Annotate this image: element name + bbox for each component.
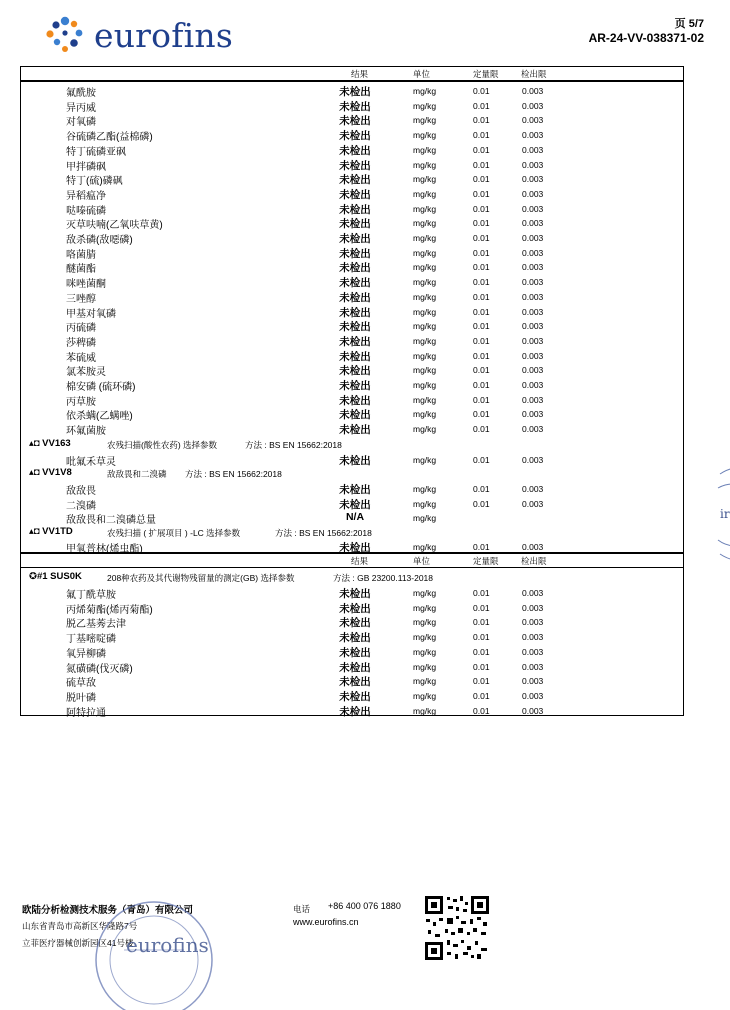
result-value: 未检出 xyxy=(339,218,371,231)
analyte-name: 丙草胺 xyxy=(66,396,96,408)
result-value: 未检出 xyxy=(339,542,371,554)
analyte-name: 棉安磷 (硫环磷) xyxy=(66,382,136,393)
analyte-name: 依杀螨(乙螨唑) xyxy=(66,411,133,423)
analyte-name: 敌敌畏 xyxy=(66,486,96,497)
lod-value: 0.003 xyxy=(522,676,544,687)
result-value: 未检出 xyxy=(339,588,371,600)
svg-text:eurofins: eurofins xyxy=(126,933,209,957)
eurofins-dots-icon xyxy=(44,14,90,54)
unit-value: mg/kg xyxy=(413,617,437,628)
result-value: 未检出 xyxy=(339,233,371,245)
column-result: 结果 xyxy=(351,556,369,566)
unit-value: mg/kg xyxy=(413,602,437,613)
loq-value: 0.01 xyxy=(473,350,490,361)
column-loq: 定量限 xyxy=(473,556,499,566)
loq-value: 0.01 xyxy=(473,542,490,552)
unit-value: mg/kg xyxy=(413,350,437,361)
analyte-name: 氯苯胺灵 xyxy=(66,367,106,379)
unit-value: mg/kg xyxy=(413,705,437,716)
unit-value: mg/kg xyxy=(413,277,437,288)
lod-value: 0.003 xyxy=(522,115,544,126)
column-unit: 单位 xyxy=(413,69,431,79)
result-value: 未检出 xyxy=(339,602,371,615)
analyte-name: 氟酰胺 xyxy=(66,88,96,99)
loq-value: 0.01 xyxy=(473,277,490,288)
group-method: 方法 : BS EN 15662:2018 xyxy=(185,469,282,479)
unit-value: mg/kg xyxy=(413,306,437,317)
result-value: 未检出 xyxy=(339,321,371,334)
analyte-name: 敌敌畏和二溴磷总量 xyxy=(66,515,156,527)
result-value: 未检出 xyxy=(339,646,371,659)
unit-value: mg/kg xyxy=(413,144,437,155)
analyte-name: 灭草呋喃(乙氧呋草黄) xyxy=(66,220,163,232)
unit-value: mg/kg xyxy=(413,690,437,701)
eurofins-logo xyxy=(44,14,244,54)
loq-value: 0.01 xyxy=(473,306,490,317)
analyte-name: 丁基嘧啶磷 xyxy=(66,634,116,646)
unit-value: mg/kg xyxy=(413,247,437,258)
result-value: 未检出 xyxy=(339,86,371,98)
analyte-name: 阿特拉通 xyxy=(66,707,106,719)
result-value: 未检出 xyxy=(339,277,371,290)
unit-value: mg/kg xyxy=(413,646,437,657)
footer-company: 欧陆分析检测技术服务（青岛）有限公司 xyxy=(22,905,194,916)
lod-value: 0.003 xyxy=(522,365,544,376)
column-lod: 检出限 xyxy=(521,556,547,566)
group-description: 敌敌畏和二溴磷 xyxy=(107,469,167,479)
result-value: 未检出 xyxy=(339,455,371,467)
analyte-name: 对氧磷 xyxy=(66,117,96,129)
header-divider-2 xyxy=(20,567,684,568)
result-value: 未检出 xyxy=(339,690,371,703)
loq-value: 0.01 xyxy=(473,705,490,716)
result-value: 未检出 xyxy=(339,424,371,437)
analyte-name: 敌杀磷(敌噁磷) xyxy=(66,235,133,246)
column-lod: 检出限 xyxy=(521,69,547,79)
analyte-name: 谷硫磷乙酯(益棉磷) xyxy=(66,132,153,144)
result-value: 未检出 xyxy=(339,100,371,113)
unit-value: mg/kg xyxy=(413,676,437,687)
result-value: 未检出 xyxy=(339,676,371,689)
analyte-name: 哒嗪硫磷 xyxy=(66,205,106,217)
loq-value: 0.01 xyxy=(473,321,490,332)
group-method: 方法 : BS EN 15662:2018 xyxy=(245,440,342,450)
report-number: AR-24-VV-038371-02 xyxy=(588,31,704,45)
loq-value: 0.01 xyxy=(473,365,490,376)
unit-value: mg/kg xyxy=(413,380,437,390)
loq-value: 0.01 xyxy=(473,159,490,170)
loq-value: 0.01 xyxy=(473,409,490,420)
loq-value: 0.01 xyxy=(473,632,490,643)
column-result: 结果 xyxy=(351,69,369,79)
unit-value: mg/kg xyxy=(413,130,437,141)
lod-value: 0.003 xyxy=(522,174,544,185)
loq-value: 0.01 xyxy=(473,100,490,111)
result-value: 未检出 xyxy=(339,247,371,260)
edge-seal-mark-icon xyxy=(706,460,730,570)
result-value: 未检出 xyxy=(339,130,371,143)
footer-tel: +86 400 076 1880 xyxy=(328,901,401,911)
unit-value: mg/kg xyxy=(413,542,437,552)
unit-value: mg/kg xyxy=(413,365,437,376)
unit-value: mg/kg xyxy=(413,159,437,170)
lod-value: 0.003 xyxy=(522,380,544,390)
result-value: 未检出 xyxy=(339,291,371,304)
section-divider xyxy=(20,552,684,554)
page-number: 页 5/7 xyxy=(674,18,704,30)
result-value: 未检出 xyxy=(339,188,371,201)
loq-value: 0.01 xyxy=(473,394,490,405)
lod-value: 0.003 xyxy=(522,159,544,170)
analyte-name: 氟丁酰草胺 xyxy=(66,590,116,601)
unit-value: mg/kg xyxy=(413,203,437,214)
result-value: 未检出 xyxy=(339,484,371,496)
result-value: 未检出 xyxy=(339,144,371,157)
loq-value: 0.01 xyxy=(473,86,490,96)
loq-value: 0.01 xyxy=(473,424,490,435)
unit-value: mg/kg xyxy=(413,174,437,185)
lod-value: 0.003 xyxy=(522,306,544,317)
group-code: ▴◘ VV163 xyxy=(29,438,71,449)
analyte-name: 异丙威 xyxy=(66,102,96,114)
unit-value: mg/kg xyxy=(413,86,437,96)
result-value: 未检出 xyxy=(339,203,371,216)
result-value: 未检出 xyxy=(339,335,371,348)
lod-value: 0.003 xyxy=(522,86,544,96)
loq-value: 0.01 xyxy=(473,690,490,701)
analyte-name: 醚菌酯 xyxy=(66,264,96,276)
lod-value: 0.003 xyxy=(522,130,544,141)
lod-value: 0.003 xyxy=(522,335,544,346)
lod-value: 0.003 xyxy=(522,350,544,361)
unit-value: mg/kg xyxy=(413,484,437,494)
loq-value: 0.01 xyxy=(473,130,490,141)
group-method: 方法 : BS EN 15662:2018 xyxy=(275,528,372,538)
column-loq: 定量限 xyxy=(473,69,499,79)
analyte-name: 咯菌腈 xyxy=(66,249,96,261)
result-value: 未检出 xyxy=(339,262,371,275)
unit-value: mg/kg xyxy=(413,218,437,229)
analyte-name: 氧异柳磷 xyxy=(66,648,106,660)
qr-code-icon xyxy=(423,894,491,962)
analyte-name: 二溴磷 xyxy=(66,500,96,512)
group-description: 208种农药及其代谢物残留量的测定(GB) 选择参数 xyxy=(107,573,295,583)
lod-value: 0.003 xyxy=(522,588,544,598)
lod-value: 0.003 xyxy=(522,394,544,405)
lod-value: 0.003 xyxy=(522,277,544,288)
unit-value: mg/kg xyxy=(413,588,437,598)
analyte-name: 氮磺磷(伐灭磷) xyxy=(66,663,133,675)
loq-value: 0.01 xyxy=(473,144,490,155)
unit-value: mg/kg xyxy=(413,498,437,509)
analyte-name: 甲氧普林(烯虫酯) xyxy=(66,544,143,555)
lod-value: 0.003 xyxy=(522,203,544,214)
unit-value: mg/kg xyxy=(413,321,437,332)
lod-value: 0.003 xyxy=(522,455,544,465)
unit-value: mg/kg xyxy=(413,455,437,465)
unit-value: mg/kg xyxy=(413,188,437,199)
lod-value: 0.003 xyxy=(522,602,544,613)
group-description: 农残扫描 ( 扩展项目 ) -LC 选择参数 xyxy=(107,528,241,538)
lod-value: 0.003 xyxy=(522,144,544,155)
loq-value: 0.01 xyxy=(473,335,490,346)
loq-value: 0.01 xyxy=(473,247,490,258)
lod-value: 0.003 xyxy=(522,233,544,243)
unit-value: mg/kg xyxy=(413,233,437,243)
lod-value: 0.003 xyxy=(522,291,544,302)
lod-value: 0.003 xyxy=(522,409,544,420)
loq-value: 0.01 xyxy=(473,646,490,657)
analyte-name: 丙烯菊酯(烯丙菊酯) xyxy=(66,604,153,616)
unit-value: mg/kg xyxy=(413,632,437,643)
loq-value: 0.01 xyxy=(473,661,490,672)
unit-value: mg/kg xyxy=(413,661,437,672)
analyte-name: 脱乙基莠去津 xyxy=(66,619,126,631)
result-value: 未检出 xyxy=(339,498,371,511)
analyte-name: 特丁硫磷亚砜 xyxy=(66,146,126,158)
footer-address-1: 山东省青岛市高新区华隆路7号 xyxy=(22,921,138,931)
loq-value: 0.01 xyxy=(473,203,490,214)
analyte-name: 三唑醇 xyxy=(66,293,96,305)
result-value: 未检出 xyxy=(339,115,371,128)
result-value: 未检出 xyxy=(339,409,371,422)
loq-value: 0.01 xyxy=(473,291,490,302)
unit-value: mg/kg xyxy=(413,394,437,405)
result-value: 未检出 xyxy=(339,380,371,392)
lod-value: 0.003 xyxy=(522,498,544,509)
unit-value: mg/kg xyxy=(413,335,437,346)
loq-value: 0.01 xyxy=(473,233,490,243)
header-divider xyxy=(20,80,684,82)
result-value: N/A xyxy=(345,511,365,524)
footer-address-2: 立菲医疗器械创新园区41号楼 xyxy=(22,938,134,948)
result-value: 未检出 xyxy=(339,174,371,187)
group-method: 方法 : GB 23200.113-2018 xyxy=(333,573,434,583)
loq-value: 0.01 xyxy=(473,188,490,199)
lod-value: 0.003 xyxy=(522,705,544,716)
lod-value: 0.003 xyxy=(522,247,544,258)
loq-value: 0.01 xyxy=(473,218,490,229)
svg-text:ir: ir xyxy=(720,507,730,521)
result-value: 未检出 xyxy=(339,365,371,378)
analyte-name: 咪唑菌酮 xyxy=(66,279,106,291)
lod-value: 0.003 xyxy=(522,100,544,111)
loq-value: 0.01 xyxy=(473,588,490,598)
analyte-name: 甲拌磷砜 xyxy=(66,161,106,173)
lod-value: 0.003 xyxy=(522,632,544,643)
result-value: 未检出 xyxy=(339,394,371,407)
loq-value: 0.01 xyxy=(473,455,490,465)
analyte-name: 莎稗磷 xyxy=(66,337,96,349)
loq-value: 0.01 xyxy=(473,380,490,390)
result-value: 未检出 xyxy=(339,705,371,718)
unit-value: mg/kg xyxy=(413,513,437,524)
loq-value: 0.01 xyxy=(473,602,490,613)
unit-value: mg/kg xyxy=(413,291,437,302)
loq-value: 0.01 xyxy=(473,484,490,494)
analyte-name: 丙硫磷 xyxy=(66,323,96,335)
unit-value: mg/kg xyxy=(413,409,437,420)
lod-value: 0.003 xyxy=(522,617,544,628)
company-seal-icon xyxy=(84,890,214,1010)
lod-value: 0.003 xyxy=(522,646,544,657)
analyte-name: 吡氟禾草灵 xyxy=(66,457,116,468)
lod-value: 0.003 xyxy=(522,262,544,273)
analyte-name: 环氟菌胺 xyxy=(66,426,106,438)
lod-value: 0.003 xyxy=(522,484,544,494)
footer-website[interactable]: www.eurofins.cn xyxy=(293,917,359,927)
lod-value: 0.003 xyxy=(522,188,544,199)
group-code: ✪#1 SUS0K xyxy=(29,571,82,582)
loq-value: 0.01 xyxy=(473,115,490,126)
lod-value: 0.003 xyxy=(522,424,544,435)
result-value: 未检出 xyxy=(339,350,371,363)
unit-value: mg/kg xyxy=(413,100,437,111)
group-code: ▴◘ VV1TD xyxy=(29,526,73,537)
loq-value: 0.01 xyxy=(473,676,490,687)
lod-value: 0.003 xyxy=(522,321,544,332)
loq-value: 0.01 xyxy=(473,174,490,185)
lod-value: 0.003 xyxy=(522,218,544,229)
analyte-name: 硫草敌 xyxy=(66,678,96,690)
result-value: 未检出 xyxy=(339,306,371,319)
unit-value: mg/kg xyxy=(413,424,437,435)
group-code: ▴◘ VV1V8 xyxy=(29,467,72,478)
result-value: 未检出 xyxy=(339,632,371,645)
analyte-name: 特丁(硫)磷砜 xyxy=(66,176,123,188)
loq-value: 0.01 xyxy=(473,617,490,628)
loq-value: 0.01 xyxy=(473,498,490,509)
analyte-name: 苯硫威 xyxy=(66,352,96,364)
footer-tel-label: 电话 xyxy=(293,904,311,914)
loq-value: 0.01 xyxy=(473,262,490,273)
result-value: 未检出 xyxy=(339,661,371,674)
lod-value: 0.003 xyxy=(522,542,544,552)
group-description: 农残扫描(酸性农药) 选择参数 xyxy=(107,440,218,450)
lod-value: 0.003 xyxy=(522,690,544,701)
analyte-name: 脱叶磷 xyxy=(66,692,96,704)
analyte-name: 异稻瘟净 xyxy=(66,190,106,202)
result-value: 未检出 xyxy=(339,159,371,172)
brand-name: eurofins xyxy=(94,16,233,55)
analyte-name: 甲基对氧磷 xyxy=(66,308,116,320)
unit-value: mg/kg xyxy=(413,115,437,126)
lod-value: 0.003 xyxy=(522,661,544,672)
unit-value: mg/kg xyxy=(413,262,437,273)
result-value: 未检出 xyxy=(339,617,371,630)
column-unit: 单位 xyxy=(413,556,431,566)
